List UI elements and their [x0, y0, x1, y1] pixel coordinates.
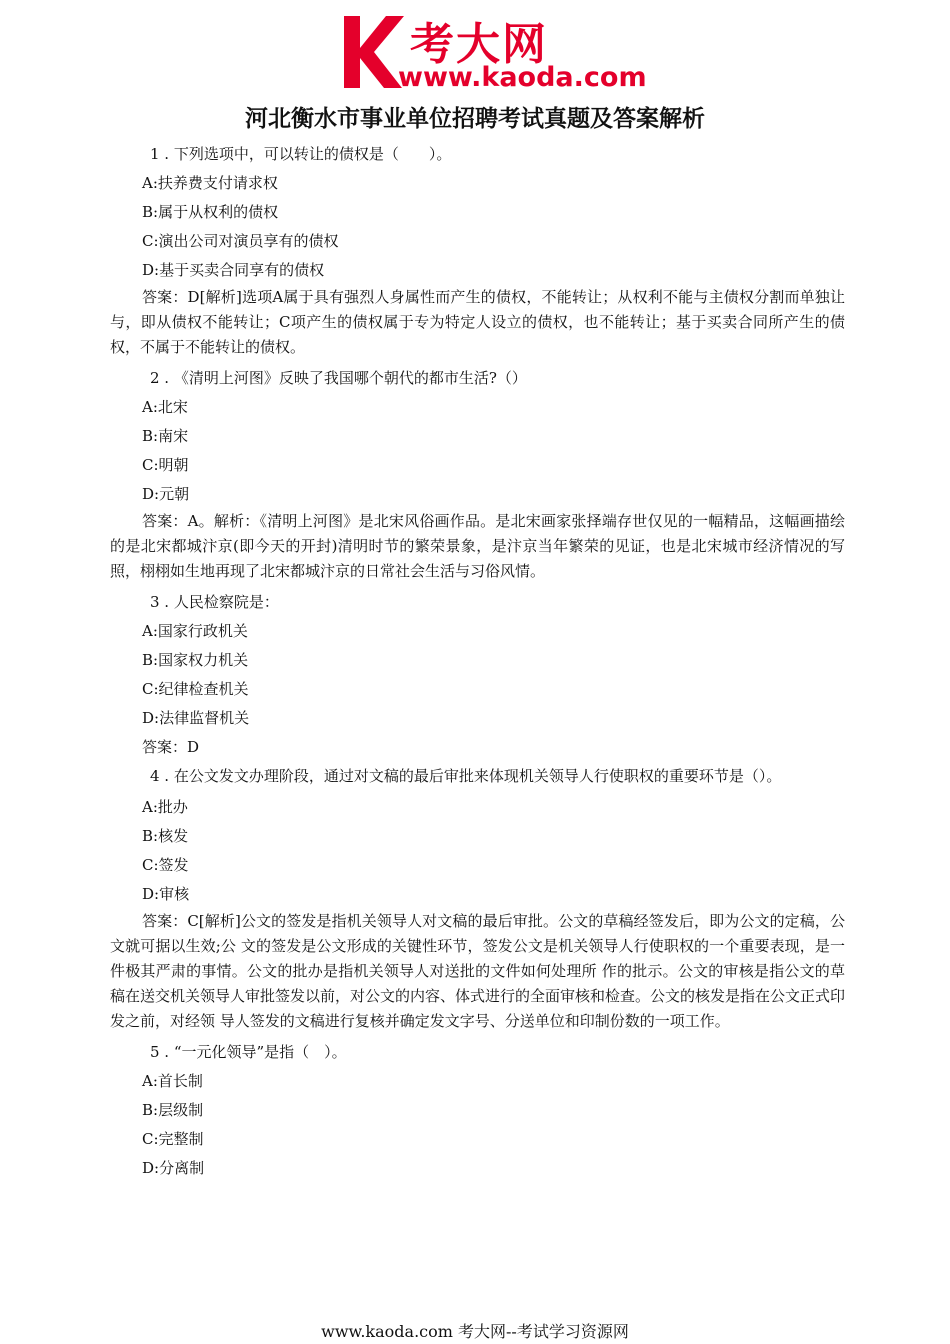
q1-option-c: C:演出公司对演员享有的债权: [142, 232, 339, 250]
q3-option-a: A:国家行政机关: [142, 622, 248, 640]
q1-option-d: D:基于买卖合同享有的债权: [142, 261, 325, 279]
q2-option-a: A:北宋: [142, 398, 188, 416]
kaoda-logo: [340, 10, 660, 94]
q1-option-b: B:属于从权利的债权: [142, 203, 279, 221]
question-4: 4 . 在公文发文办理阶段，通过对文稿的最后审批来体现机关领导人行使职权的重要环节是（）。: [150, 767, 782, 785]
q2-option-d: D:元朝: [142, 485, 190, 503]
page-title: 河北衡水市事业单位招聘考试真题及答案解析: [245, 106, 705, 132]
q1-option-a: A:扶养费支付请求权: [142, 174, 278, 192]
q4-option-b: B:核发: [142, 827, 189, 845]
q5-option-a: A:首长制: [142, 1072, 203, 1090]
q3-option-d: D:法律监督机关: [142, 709, 250, 727]
q3-option-b: B:国家权力机关: [142, 651, 249, 669]
k-logo-icon: [340, 10, 406, 90]
q5-option-b: B:层级制: [142, 1101, 204, 1119]
logo-url: www.kaoda.com: [398, 62, 647, 93]
question-2: 2 . 《清明上河图》反映了我国哪个朝代的都市生活?（）: [150, 369, 527, 387]
q5-option-c: C:完整制: [142, 1130, 204, 1148]
logo-title: 考大网: [410, 19, 548, 70]
q2-option-b: B:南宋: [142, 427, 189, 445]
q4-answer: 答案：C[解析]公文的签发是指机关领导人对文稿的最后审批。公文的草稿经签发后，即为公文的定稿，公文就可据以生效;公 文的签发是公文形成的关键性环节，签发公文是机关领导人行使职权的一个重要表现，是一件极其严肃的事情。公文的批办是指机关领导人对送批的文件如何处理所 作的批示。公文的审核是指公文的草稿在送交机关领导人审批签发以前，对公文的内容、体式进行的全面审核和检查。公文的核发是指在公文正式印发之前，对经领 导人签发的文稿进行复核并确定发文字号、分送单位和印制份数的一项工作。: [110, 912, 846, 1030]
question-5: 5 . “一元化领导”是指（ ）。: [150, 1043, 347, 1061]
q4-option-a: A:批办: [142, 798, 188, 816]
page-footer: www.kaoda.com 考大网--考试学习资源网: [321, 1322, 629, 1341]
q1-answer: 答案：D[解析]选项A属于具有强烈人身属性而产生的债权，不能转让；从权利不能与主债权分割而单独让与，即从债权不能转让；C项产生的债权属于专为特定人设立的债权，也不能转让；基于买卖合同所产生的债权，不属于不能转让的债权。: [110, 288, 845, 356]
question-3: 3 . 人民检察院是：: [150, 593, 279, 611]
q3-answer: 答案：D: [142, 738, 200, 756]
question-1: 1 . 下列选项中，可以转让的债权是（ ）。: [150, 145, 452, 163]
question-list: [110, 140, 845, 1183]
q5-option-d: D:分离制: [142, 1159, 205, 1177]
q3-option-c: C:纪律检查机关: [142, 680, 249, 698]
q2-option-c: C:明朝: [142, 456, 189, 474]
q4-option-c: C:签发: [142, 856, 189, 874]
q2-answer: 答案：A。解析：《清明上河图》是北宋风俗画作品。是北宋画家张择端存世仅见的一幅精品，这幅画描绘的是北宋都城汴京(即今天的开封)清明时节的繁荣景象，是汴京当年繁荣的见证，也是北宋城市经济情况的写照，栩栩如生地再现了北宋都城汴京的日常社会生活与习俗风情。: [110, 512, 845, 580]
q4-option-d: D:审核: [142, 885, 190, 903]
